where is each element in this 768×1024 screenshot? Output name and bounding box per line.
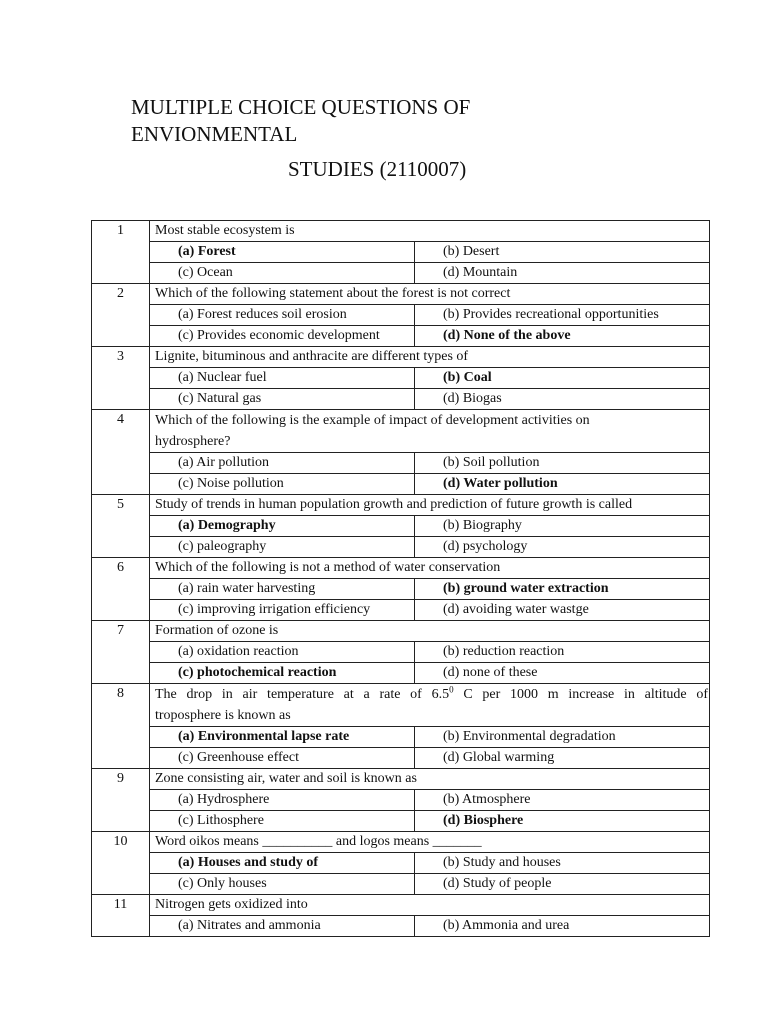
option-a: (a) Nuclear fuel <box>150 368 415 389</box>
option-c: (c) Provides economic development <box>150 326 415 347</box>
option-d: (d) Biosphere <box>415 811 710 832</box>
option-a: (a) Hydrosphere <box>150 790 415 811</box>
question-text: Zone consisting air, water and soil is known as <box>150 769 710 790</box>
option-b: (b) Provides recreational opportunities <box>415 305 710 326</box>
question-number: 10 <box>92 832 150 895</box>
options-row <box>92 389 710 410</box>
option-d: (d) psychology <box>415 537 710 558</box>
option-a: (a) rain water harvesting <box>150 579 415 600</box>
option-a: (a) Nitrates and ammonia <box>150 916 415 937</box>
option-c: (c) improving irrigation efficiency <box>150 600 415 621</box>
option-d: (d) Global warming <box>415 748 710 769</box>
options-row <box>92 853 710 874</box>
option-a: (a) Houses and study of <box>150 853 415 874</box>
question-text: Nitrogen gets oxidized into <box>150 895 710 916</box>
options-row <box>92 305 710 326</box>
option-a: (a) oxidation reaction <box>150 642 415 663</box>
question-row <box>92 558 710 579</box>
options-row <box>92 474 710 495</box>
option-d: (d) None of the above <box>415 326 710 347</box>
option-a: (a) Demography <box>150 516 415 537</box>
options-row <box>92 748 710 769</box>
option-b: (b) Biography <box>415 516 710 537</box>
question-text: Which of the following statement about the forest is not correct <box>150 284 710 305</box>
question-text: Most stable ecosystem is <box>150 221 710 242</box>
options-row <box>92 916 710 937</box>
question-text-line-2: hydrosphere? <box>155 434 231 449</box>
option-b: (b) ground water extraction <box>415 579 710 600</box>
options-row <box>92 874 710 895</box>
option-c: (c) Natural gas <box>150 389 415 410</box>
options-row <box>92 368 710 389</box>
option-d: (d) avoiding water wastge <box>415 600 710 621</box>
option-c: (c) photochemical reaction <box>150 663 415 684</box>
page-title-line-2: ENVIONMENTAL <box>131 122 298 146</box>
question-number: 5 <box>92 495 150 558</box>
question-text-line-1: Which of the following is the example of impact of development activities on <box>155 413 590 428</box>
question-text: Word oikos means __________ and logos means _______ <box>150 832 710 853</box>
page-title-line-1: MULTIPLE CHOICE QUESTIONS OF <box>131 95 471 119</box>
question-text <box>150 410 710 453</box>
option-d: (d) Study of people <box>415 874 710 895</box>
options-row <box>92 642 710 663</box>
question-text-line-2: troposphere is known as <box>155 708 291 723</box>
option-d: (d) Water pollution <box>415 474 710 495</box>
option-b: (b) Coal <box>415 368 710 389</box>
question-text: Formation of ozone is <box>150 621 710 642</box>
question-number: 8 <box>92 684 150 769</box>
mcq-table <box>91 220 710 937</box>
question-text-part: C per 1000 m increase in altitude of <box>453 687 709 702</box>
question-number: 3 <box>92 347 150 410</box>
question-row <box>92 769 710 790</box>
option-d: (d) Biogas <box>415 389 710 410</box>
option-b: (b) Ammonia and urea <box>415 916 710 937</box>
question-text: Study of trends in human population growth and prediction of future growth is called <box>150 495 710 516</box>
option-a: (a) Environmental lapse rate <box>150 727 415 748</box>
question-row <box>92 832 710 853</box>
question-row <box>92 621 710 642</box>
option-c: (c) Lithosphere <box>150 811 415 832</box>
options-row <box>92 600 710 621</box>
options-row <box>92 516 710 537</box>
superscript: 0 <box>449 684 454 695</box>
question-row <box>92 347 710 368</box>
option-c: (c) paleography <box>150 537 415 558</box>
options-row <box>92 663 710 684</box>
option-a: (a) Forest reduces soil erosion <box>150 305 415 326</box>
option-d: (d) none of these <box>415 663 710 684</box>
options-row <box>92 326 710 347</box>
question-text-line-1 <box>155 684 708 705</box>
question-text: Lignite, bituminous and anthracite are different types of <box>150 347 710 368</box>
question-row <box>92 895 710 916</box>
options-row <box>92 811 710 832</box>
option-b: (b) Environmental degradation <box>415 727 710 748</box>
option-b: (b) reduction reaction <box>415 642 710 663</box>
question-text-part: The drop in air temperature at a rate of 6.5 <box>155 687 450 702</box>
option-c: (c) Noise pollution <box>150 474 415 495</box>
options-row <box>92 242 710 263</box>
option-c: (c) Only houses <box>150 874 415 895</box>
question-row <box>92 410 710 453</box>
options-row <box>92 453 710 474</box>
option-b: (b) Study and houses <box>415 853 710 874</box>
options-row <box>92 263 710 284</box>
option-b: (b) Soil pollution <box>415 453 710 474</box>
question-row <box>92 284 710 305</box>
question-number: 11 <box>92 895 150 937</box>
question-number: 1 <box>92 221 150 284</box>
question-row <box>92 684 710 727</box>
question-row <box>92 495 710 516</box>
question-number: 6 <box>92 558 150 621</box>
option-d: (d) Mountain <box>415 263 710 284</box>
question-number: 9 <box>92 769 150 832</box>
option-c: (c) Greenhouse effect <box>150 748 415 769</box>
options-row <box>92 537 710 558</box>
question-number: 4 <box>92 410 150 495</box>
option-c: (c) Ocean <box>150 263 415 284</box>
options-row <box>92 727 710 748</box>
page-subtitle: STUDIES (2110007) <box>288 157 467 181</box>
question-text: Which of the following is not a method of water conservation <box>150 558 710 579</box>
question-number: 2 <box>92 284 150 347</box>
option-b: (b) Desert <box>415 242 710 263</box>
question-row <box>92 221 710 242</box>
option-b: (b) Atmosphere <box>415 790 710 811</box>
options-row <box>92 579 710 600</box>
option-a: (a) Air pollution <box>150 453 415 474</box>
options-row <box>92 790 710 811</box>
question-number: 7 <box>92 621 150 684</box>
question-text <box>150 684 710 727</box>
option-a: (a) Forest <box>150 242 415 263</box>
